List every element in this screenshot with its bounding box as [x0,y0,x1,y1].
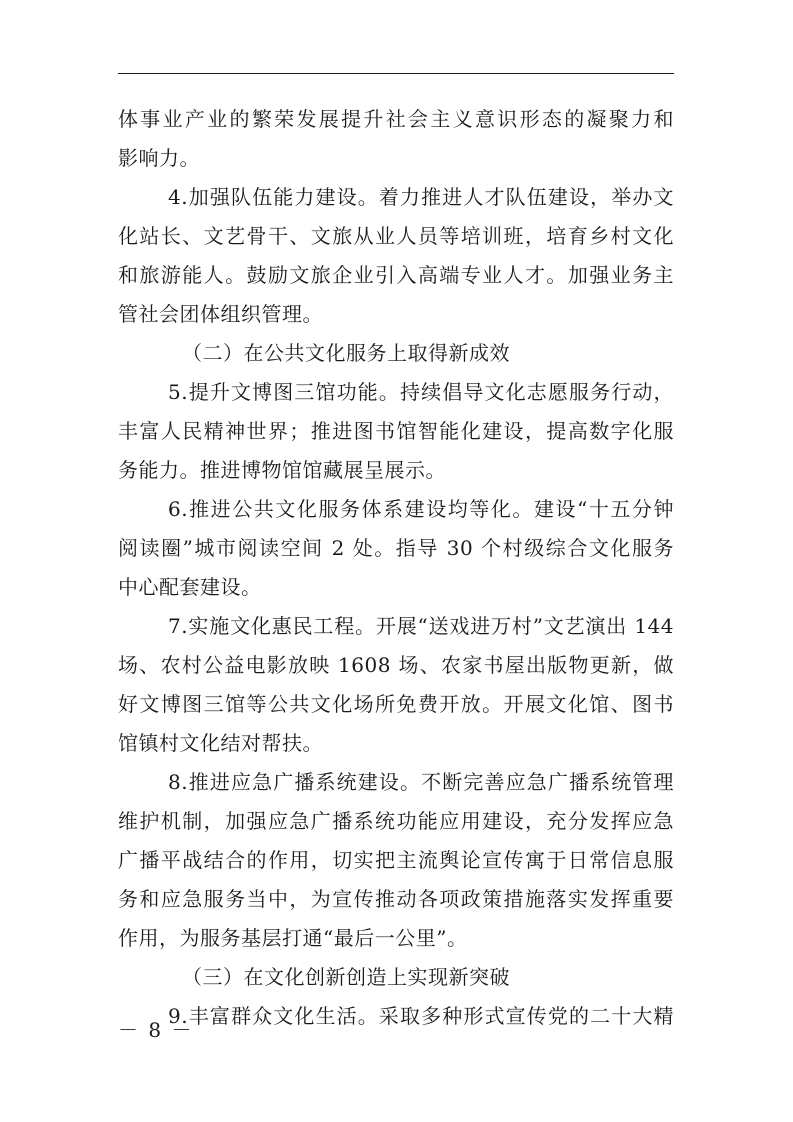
text-line: 和旅游能人。鼓励文旅企业引入高端专业人才。加强业务主 [118,263,674,287]
text-line: 阅读圈”城市阅读空间 2 处。指导 30 个村级综合文化服务 [118,536,674,560]
text-line: 6.推进公共文化服务体系建设均等化。建设“十五分钟 [168,497,674,521]
text-line: 4.加强队伍能力建设。着力推进人才队伍建设，举办文 [168,185,674,209]
text-line: 维护机制，加强应急广播系统功能应用建设，充分发挥应急 [118,809,674,833]
text-line: 体事业产业的繁荣发展提升社会主义意识形态的凝聚力和 [118,107,674,131]
text-line: 广播平战结合的作用，切实把主流舆论宣传寓于日常信息服 [118,848,674,872]
page-number: － 8 － [118,1018,194,1042]
text-line: 馆镇村文化结对帮扶。 [118,731,323,755]
text-line: 5.提升文博图三馆功能。持续倡导文化志愿服务行动， [168,380,674,404]
paragraph-item-4 [118,178,674,334]
text-line: 务能力。推进博物馆馆藏展呈展示。 [118,458,446,482]
text-line: 管社会团体组织管理。 [118,302,323,326]
heading-line: （二）在公共文化服务上取得新成效 [182,341,510,365]
text-line: 场、农村公益电影放映 1608 场、农家书屋出版物更新，做 [118,653,674,677]
text-line: 化站长、文艺骨干、文旅从业人员等培训班，培育乡村文化 [118,224,674,248]
text-line: 好文博图三馆等公共文化场所免费开放。开展文化馆、图书 [118,692,674,716]
header-rule [118,73,674,74]
document-body [118,100,674,1036]
paragraph-continuation [118,100,674,178]
text-line: 中心配套建设。 [118,575,262,599]
text-line: 作用，为服务基层打通“最后一公里”。 [118,926,468,950]
text-line: 9.丰富群众文化生活。采取多种形式宣传党的二十大精 [168,1004,674,1028]
text-line: 8.推进应急广播系统建设。不断完善应急广播系统管理 [168,770,674,794]
paragraph-item-6 [118,490,674,607]
text-line: 丰富人民精神世界；推进图书馆智能化建设，提高数字化服 [118,419,674,443]
paragraph-item-5 [118,373,674,490]
paragraph-item-9 [118,997,674,1036]
text-line: 影响力。 [118,146,200,170]
heading-line: （三）在文化创新创造上实现新突破 [182,965,510,989]
paragraph-item-8 [118,763,674,958]
paragraph-item-7 [118,607,674,763]
section-heading-2 [118,334,674,373]
text-line: 7.实施文化惠民工程。开展“送戏进万村”文艺演出 144 [168,614,674,638]
text-line: 务和应急服务当中，为宣传推动各项政策措施落实发挥重要 [118,887,674,911]
section-heading-3 [118,958,674,997]
